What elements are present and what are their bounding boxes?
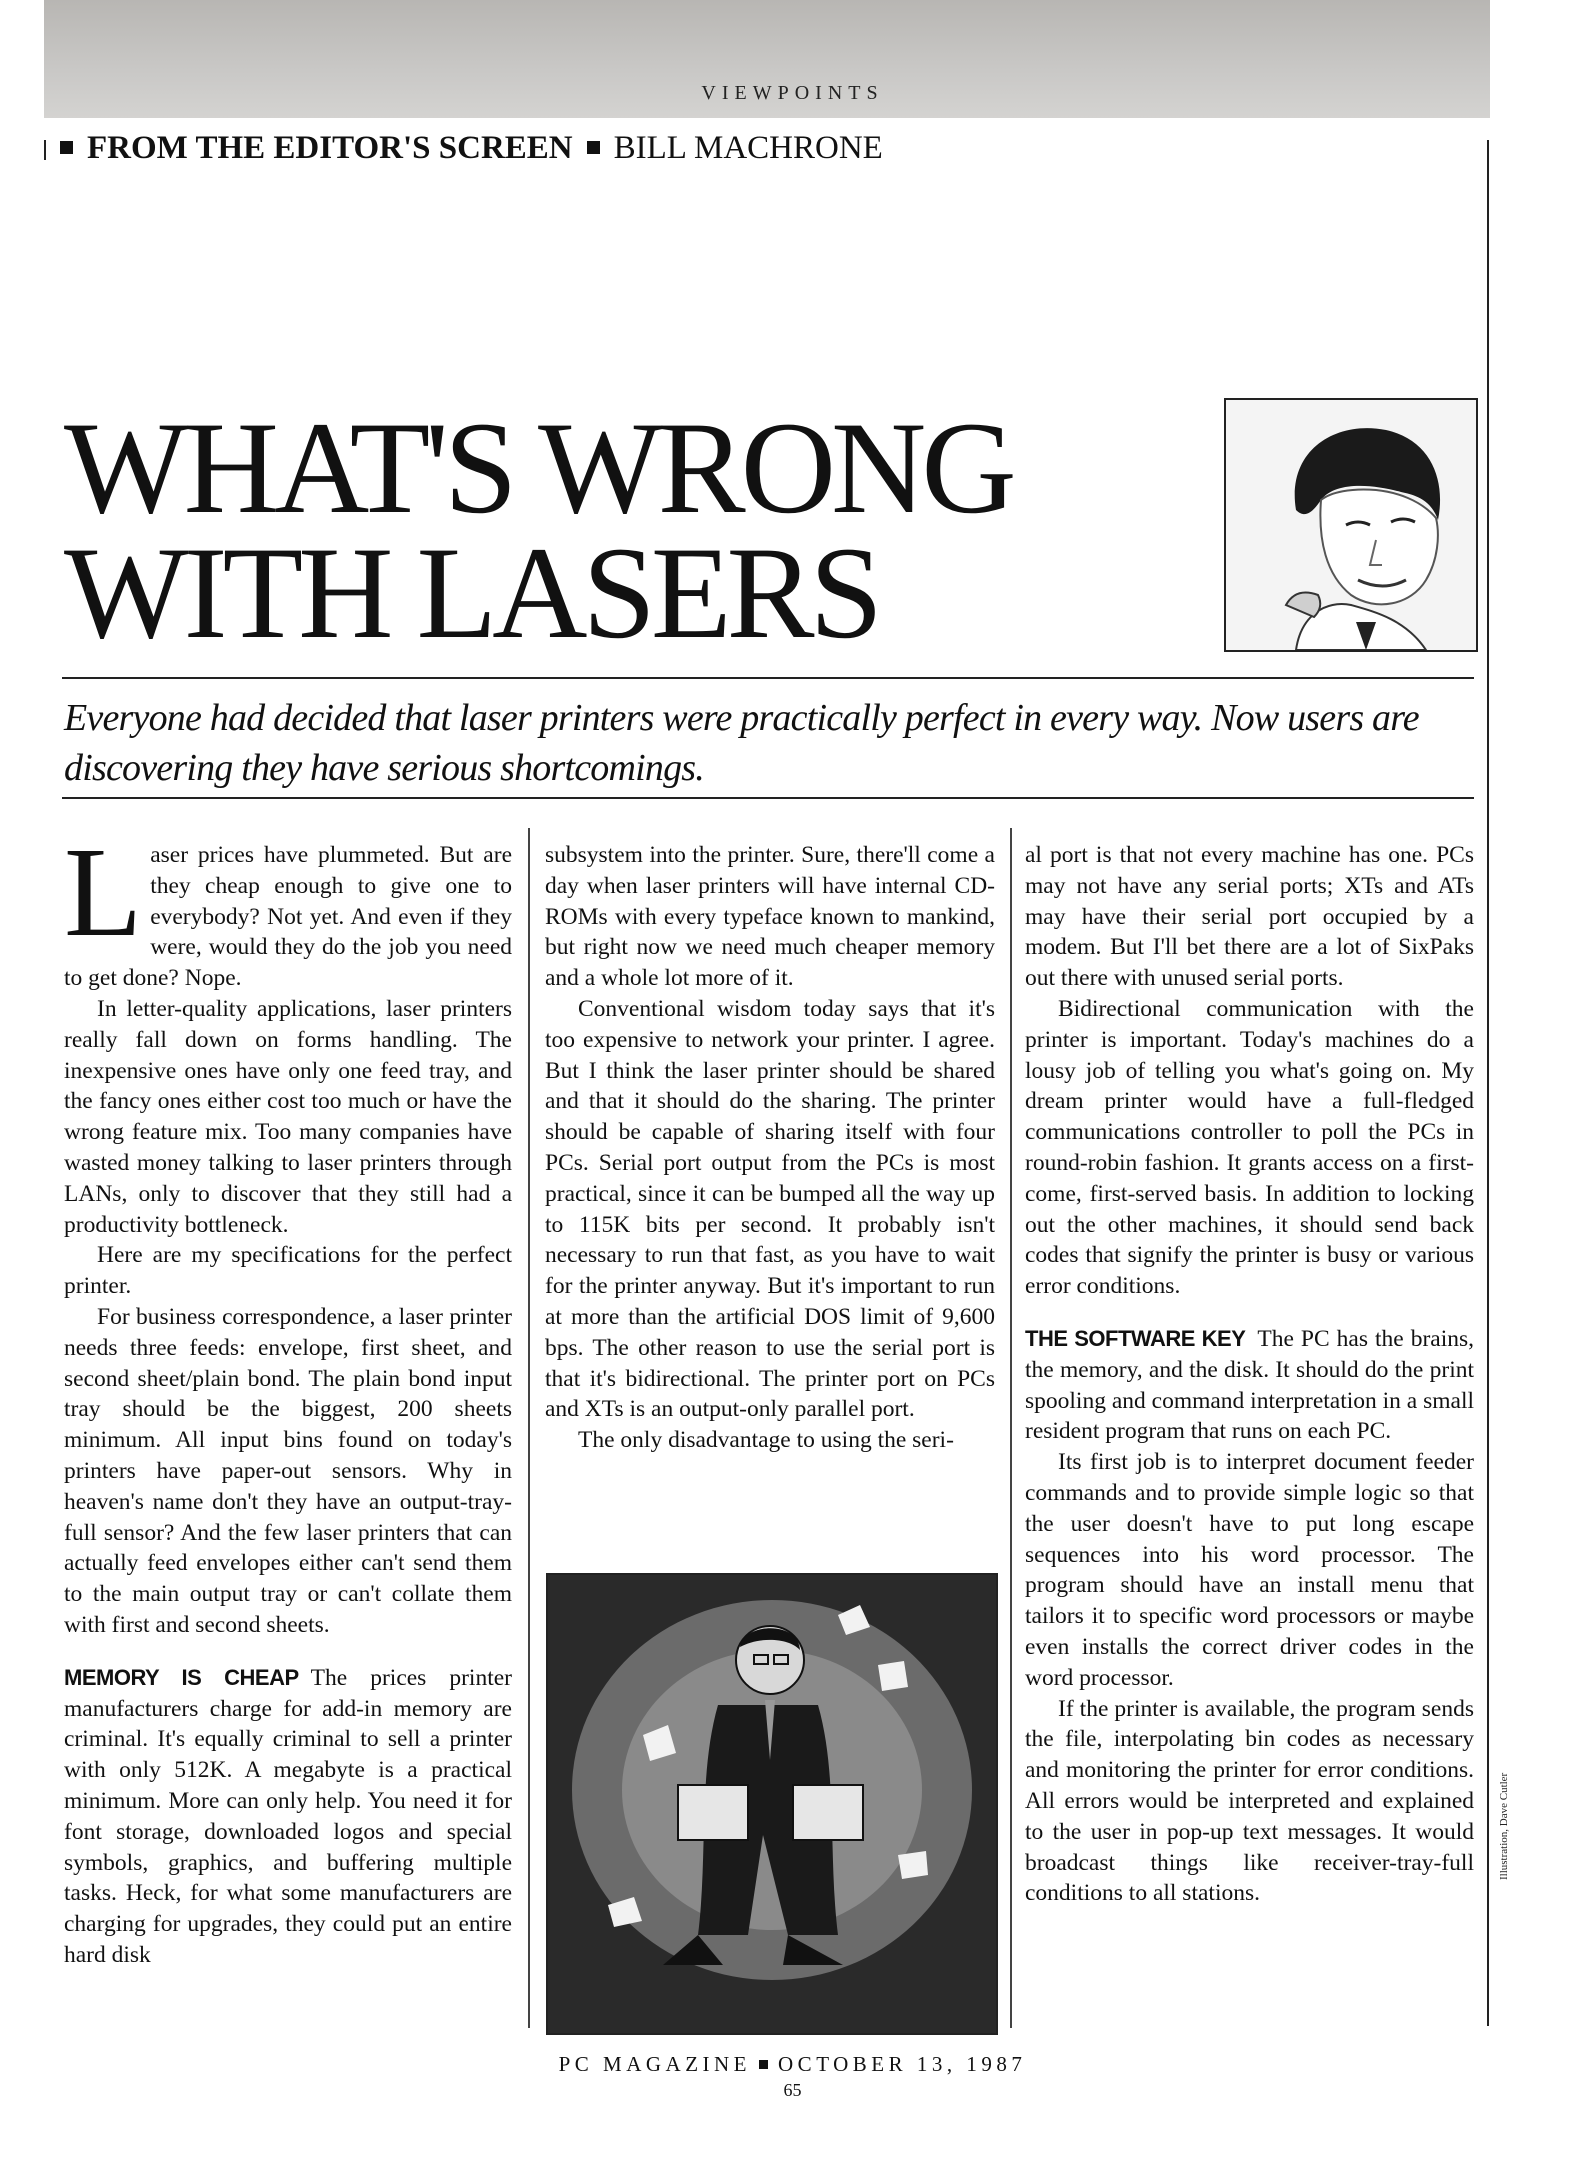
paragraph: In letter-quality applications, laser printers really fall down on forms handling. The inexpensive ones have only one feed tray, and the fancy ones either cost too much or have the wrong feature mix. Too many companies have wasted money talking to laser printers through LANs, only to discover that they still had a productivity bottleneck. <box>64 995 512 1238</box>
column-divider <box>1010 828 1012 2028</box>
article-column-3 <box>1025 840 1474 2025</box>
author-portrait <box>1224 398 1478 652</box>
illustration <box>546 1573 998 2035</box>
paragraph: Bidirectional communication with the printer is important. Today's machines do a lousy job of telling you what's going on. My dream printer would have a full-fledged communications controller to poll the PCs in round-robin fashion. It grants access on a first-come, first-served basis. In addition to locking out the other machines, it should send back codes that signify the printer is busy or various error conditions. <box>1025 995 1474 1300</box>
paragraph: subsystem into the printer. Sure, there'll come a day when laser printers will have internal CD-ROMs with every typeface known to mankind, but right now we need much cheaper memory and a whole lot more of it. <box>545 842 995 992</box>
section-label: VIEWPOINTS <box>701 82 884 104</box>
paragraph: For business correspondence, a laser printer needs three feeds: envelope, first sheet, and second sheet/plain bond. The plain bond input tray should be the biggest, 200 sheets minimum. All input bins found on today's printers have paper-out sensors. Why in heaven's name don't they have an output-tray-full sensor? And the few laser printers that can actually feed envelopes either can't send them to the main output tray or can't collate them with first and second sheets. <box>64 1303 512 1638</box>
paragraph: Conventional wisdom today says that it's too expensive to network your printer. I agree. But I think the laser printer should be shared and that it should do the sharing. The printer should be capable of sharing itself with four PCs. Serial port output from the PCs is most practical, since it can be bumped all the way up to 115K bits per second. It probably isn't necessary to run that fast, as you have to wait for the printer anyway. But it's important to run at more than the artificial DOS limit of 9,600 bps. The other reason to use the serial port is that it's bidirectional. The printer port on PCs and XTs is an output-only parallel port. <box>545 995 995 1423</box>
paragraph: al port is that not every machine has one. PCs may not have any serial ports; XTs and ATs may have their serial port occupied by a modem. But I'll bet there are a lot of SixPaks out there with unused serial ports. <box>1025 842 1474 992</box>
paragraph-text: The PC has the brains, the memory, and the disk. It should do the print spooling and command interpretation in a small resident program that runs on each PC. <box>1025 1325 1474 1445</box>
page-number: 65 <box>783 2080 802 2100</box>
drop-cap: L <box>64 840 143 963</box>
column-header <box>46 130 883 167</box>
publication-name: PC MAGAZINE <box>558 2052 752 2076</box>
deck-subtitle: Everyone had decided that laser printers were practically perfect in every way. Now users are discovering they have serious shortcomings. <box>64 697 1419 789</box>
footer <box>0 2052 1585 2077</box>
paragraph: If the printer is available, the program sends the file, interpolating bin codes as necessary and monitoring the printer for error conditions. All errors would be interpreted and explained to the user in pop-up text messages. It would broadcast things like receiver-tray-full conditions to all stations. <box>1025 1695 1474 1907</box>
deck-bottom-rule <box>62 797 1474 799</box>
page-title <box>64 394 1164 666</box>
paragraph <box>64 840 512 994</box>
square-bullet-icon <box>587 141 600 154</box>
square-bullet-icon <box>759 2060 768 2069</box>
paragraph: Its first job is to interpret document feeder commands and to provide simple logic so that the user doesn't have to put long escape sequences into his word processor. The program should have an install menu that tailors it to specific word processors or maybe even installs the correct driver codes in the word processor. <box>1025 1449 1474 1691</box>
right-rule <box>1487 140 1489 2026</box>
subhead: THE SOFTWARE KEY <box>1025 1325 1246 1351</box>
paragraph-text: The prices printer manufacturers charge for add-in memory are criminal. It's equally criminal to sell a printer with only 512K. A megabyte is a practical minimum. More can only help. You need it for font storage, downloaded logos and special symbols, graphics, and buffering multiple tasks. Heck, for what some manufacturers are charging for upgrades, they could put an entire hard disk <box>64 1664 512 1968</box>
article-column-2 <box>545 840 995 1565</box>
author-name: BILL MACHRONE <box>613 130 883 166</box>
issue-date: OCTOBER 13, 1987 <box>778 2052 1027 2076</box>
paragraph: Here are my specifications for the perfect printer. <box>64 1242 512 1300</box>
paragraph-text: aser prices have plummeted. But are they cheap enough to give one to everybody? Not yet. And even if they were, would they do the job you need to get done? Nope. <box>64 842 512 992</box>
deck-top-rule <box>62 677 1474 679</box>
headline-line-1: WHAT'S WRONG <box>64 394 1012 541</box>
column-title: FROM THE EDITOR'S SCREEN <box>87 130 573 166</box>
headline-line-2: WITH LASERS <box>64 519 878 666</box>
square-bullet-icon <box>60 141 73 154</box>
paragraph <box>64 1663 512 1971</box>
subhead: MEMORY IS CHEAP <box>64 1664 299 1690</box>
paragraph <box>1025 1324 1474 1447</box>
author-portrait-drawing <box>1226 400 1476 650</box>
illustration-drawing <box>548 1575 996 2033</box>
paragraph: The only disadvantage to using the seri- <box>578 1427 954 1454</box>
article-column-1 <box>64 840 512 2025</box>
illustration-credit: Illustration, Dave Cutler <box>1498 1772 1510 1880</box>
column-divider <box>528 828 530 2028</box>
